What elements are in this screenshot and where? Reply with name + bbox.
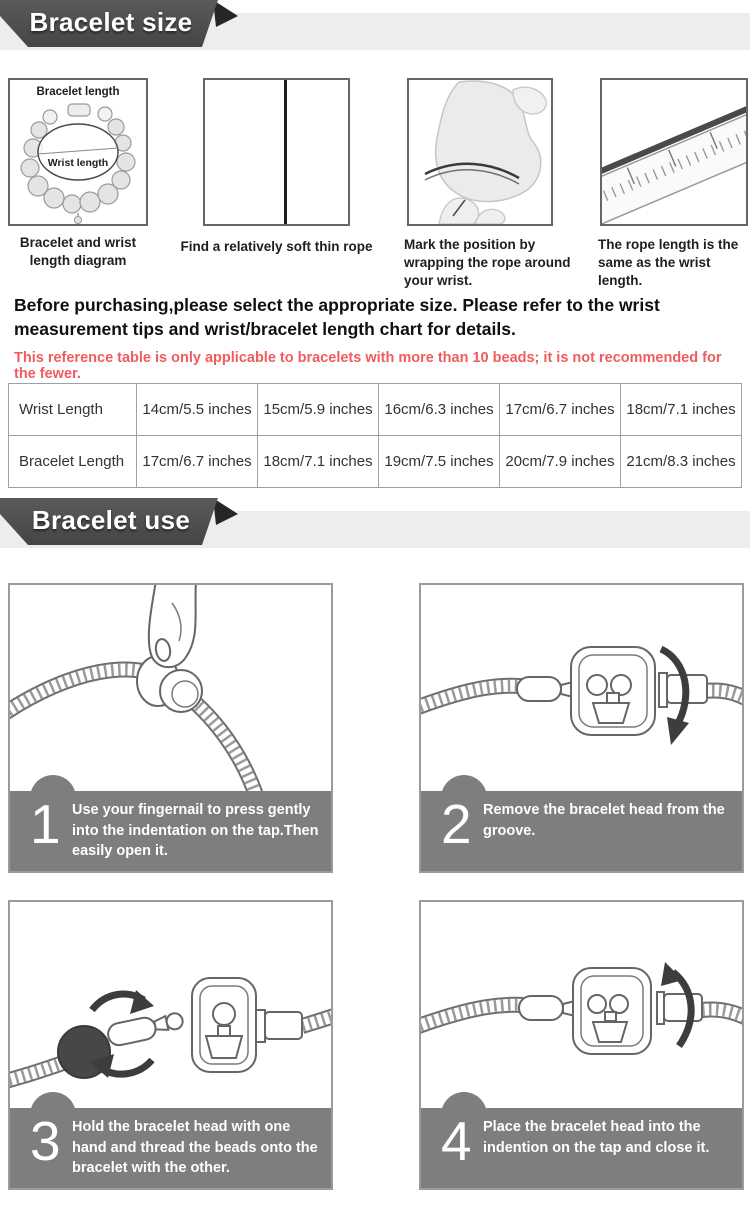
table-cell: 18cm/7.1 inches: [621, 384, 742, 436]
rope-illustration: [284, 80, 287, 224]
step-1-panel: [8, 583, 333, 873]
row-label: Bracelet Length: [9, 436, 137, 488]
rope-figure: [203, 78, 350, 226]
bracelet-use-banner: [0, 498, 750, 554]
figure-caption: Find a relatively soft thin rope: [180, 239, 373, 254]
bracelet-size-banner: [0, 0, 750, 56]
table-cell: 17cm/6.7 inches: [500, 384, 621, 436]
step-number: 4: [441, 1110, 472, 1172]
reference-table-note: This reference table is only applicable to bracelets with more than 10 beads; it is not recommended for the fewer.: [14, 350, 722, 382]
section-title: Bracelet use: [31, 505, 191, 535]
size-chart-table: [8, 383, 742, 488]
step-2-panel: [419, 583, 744, 873]
step1-illustration: [10, 585, 331, 791]
arrowhead-icon: [667, 717, 689, 745]
step-number: 1: [30, 793, 61, 855]
ruler-figure: [600, 78, 748, 226]
figure-caption: Bracelet and wrist length diagram: [19, 235, 137, 268]
step2-illustration: [421, 585, 742, 791]
table-row: [9, 436, 742, 488]
step-text: Hold the bracelet head with one hand and thread the beads onto the bracelet with the other.: [72, 1119, 318, 1177]
step-text: Place the bracelet head into the indention on the tap and close it.: [483, 1119, 710, 1156]
step-caption-bar: [10, 791, 331, 871]
row-label: Wrist Length: [9, 384, 137, 436]
table-cell: 20cm/7.9 inches: [500, 436, 621, 488]
figure-caption: Mark the position by wrapping the rope around your wrist.: [404, 237, 571, 288]
table-cell: 18cm/7.1 inches: [258, 436, 379, 488]
wrist-length-label: Wrist length: [47, 157, 109, 169]
table-cell: 16cm/6.3 inches: [379, 384, 500, 436]
step-text: Remove the bracelet head from the groove.: [483, 802, 725, 839]
section-title: Bracelet size: [29, 7, 193, 37]
table-cell: 15cm/5.9 inches: [258, 384, 379, 436]
step-number: 2: [441, 793, 472, 855]
wrist-wrap-illustration: [409, 80, 551, 224]
step3-illustration: [10, 902, 331, 1108]
bracelet-length-label: Bracelet length: [36, 86, 120, 98]
step4-illustration: [421, 902, 742, 1108]
step-number: 3: [30, 1110, 61, 1172]
table-row: [9, 384, 742, 436]
step-caption-bar: [10, 1108, 331, 1188]
step-text: Use your fingernail to press gently into the indentation on the tap.Then easily open it.: [72, 802, 319, 860]
wrist-wrap-figure: [407, 78, 553, 226]
table-cell: 14cm/5.5 inches: [137, 384, 258, 436]
figure-caption: The rope length is the same as the wrist length.: [598, 237, 739, 288]
sizing-intro-text: Before purchasing,please select the appropriate size. Please refer to the wrist measurement tips and wrist/bracelet length chart for details.: [14, 295, 660, 339]
bracelet-diagram-illustration: [10, 80, 146, 224]
bracelet-diagram-figure: [8, 78, 148, 226]
table-cell: 17cm/6.7 inches: [137, 436, 258, 488]
ruler-illustration: [602, 80, 746, 224]
table-cell: 21cm/8.3 inches: [621, 436, 742, 488]
step-3-panel: [8, 900, 333, 1190]
table-cell: 19cm/7.5 inches: [379, 436, 500, 488]
step-caption-bar: [421, 1108, 742, 1188]
step-4-panel: [419, 900, 744, 1190]
step-caption-bar: [421, 791, 742, 871]
